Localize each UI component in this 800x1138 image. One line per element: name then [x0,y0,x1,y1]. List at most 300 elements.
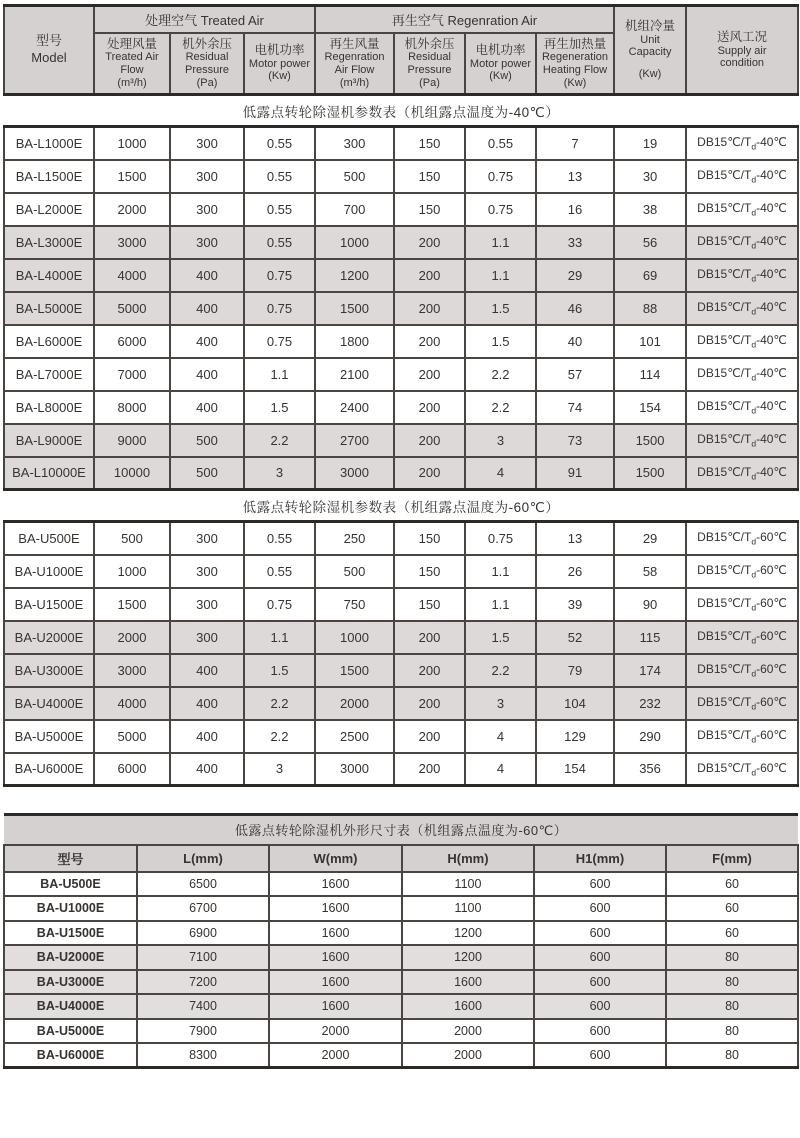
header-col-unit: (Pa) [419,76,440,89]
dimension-value-cell: 600 [534,970,666,995]
header-col-zh: 再生加热量 [543,37,607,52]
dimension-value-cell: 2000 [269,1019,402,1044]
dimension-value-cell: 600 [534,1043,666,1068]
value-cell: 150 [394,193,465,226]
value-cell: 3000 [94,226,170,259]
value-cell: 300 [170,226,244,259]
value-cell: 2.2 [244,424,315,457]
supply-subscript: d [751,602,757,613]
value-cell: 1.1 [465,588,536,621]
spec-row [4,391,798,424]
spec-row [4,226,798,259]
dimension-header-row [4,845,798,872]
supply-prefix: DB15℃/T [697,628,752,643]
value-cell: 1.5 [244,654,315,687]
supply-subscript: d [751,668,757,679]
value-cell: 39 [536,588,614,621]
spec-row [4,193,798,226]
supply-suffix: -60℃ [756,595,787,610]
supply-suffix: -40℃ [756,233,787,248]
dimension-value-cell: 600 [534,945,666,970]
dimension-table-body [4,872,798,1068]
spec-row [4,753,798,786]
value-cell: 0.75 [465,193,536,226]
header-unit-capacity-en2: Capacity [628,46,672,59]
value-cell: 2.2 [465,358,536,391]
dimension-value-cell: 6700 [137,896,269,921]
header-col-4 [315,33,394,95]
value-cell: 200 [394,226,465,259]
section-title: 低露点转轮除湿机参数表（机组露点温度为-60℃） [4,490,798,522]
value-cell: 1000 [94,127,170,160]
model-cell: BA-U5000E [4,1019,137,1044]
supply-suffix: -40℃ [756,332,787,347]
supply-subscript: d [751,734,757,745]
header-col-en: Residual Pressure [184,51,230,77]
dimension-value-cell: 1200 [402,921,534,946]
value-cell: 7 [536,127,614,160]
supply-subscript: d [751,372,757,383]
model-cell: BA-U500E [4,872,137,897]
value-cell: 33 [536,226,614,259]
value-cell: 0.55 [244,127,315,160]
spec-row [4,160,798,193]
value-cell: 90 [614,588,686,621]
header-col-1 [94,33,170,95]
header-supply-zh: 送风工况 [717,30,768,45]
value-cell: 0.75 [244,259,315,292]
supply-suffix: -40℃ [756,431,787,446]
value-cell: 1800 [315,325,394,358]
supply-condition-cell [686,654,798,687]
model-cell: BA-U1500E [4,921,137,946]
dimension-value-cell: 7900 [137,1019,269,1044]
spec-row [4,522,798,555]
value-cell: 3 [244,753,315,786]
value-cell: 2.2 [244,720,315,753]
dimension-value-cell: 600 [534,872,666,897]
dimension-value-cell: 80 [666,994,798,1019]
value-cell: 200 [394,358,465,391]
spec-row [4,555,798,588]
supply-suffix: -40℃ [756,167,787,182]
header-col-zh: 机外余压 [181,37,232,52]
value-cell: 200 [394,424,465,457]
model-cell: BA-U500E [4,522,94,555]
dimension-row [4,945,798,970]
value-cell: 1.5 [465,325,536,358]
value-cell: 1500 [315,654,394,687]
header-col-unit: (m³/h) [339,76,370,89]
supply-condition-cell [686,621,798,654]
model-cell: BA-U5000E [4,720,94,753]
model-cell: BA-L10000E [4,457,94,490]
dim-header-fmm: F(mm) [666,845,798,872]
supply-prefix: DB15℃/T [697,464,752,479]
header-col-en: Motor power [248,57,311,70]
value-cell: 19 [614,127,686,160]
header-col-2 [170,33,244,95]
supply-prefix: DB15℃/T [697,266,752,281]
header-col-7 [536,33,614,95]
dimension-value-cell: 80 [666,970,798,995]
value-cell: 300 [315,127,394,160]
value-cell: 1000 [315,621,394,654]
value-cell: 200 [394,621,465,654]
dimension-value-cell: 80 [666,1019,798,1044]
value-cell: 29 [614,522,686,555]
value-cell: 13 [536,160,614,193]
supply-suffix: -40℃ [756,200,787,215]
dimension-value-cell: 1600 [402,970,534,995]
supply-prefix: DB15℃/T [697,332,752,347]
section-title: 低露点转轮除湿机参数表（机组露点温度为-40℃） [4,95,798,127]
header-supply-condition [686,6,798,95]
value-cell: 56 [614,226,686,259]
dimension-value-cell: 6500 [137,872,269,897]
dimension-value-cell: 6900 [137,921,269,946]
value-cell: 250 [315,522,394,555]
model-cell: BA-U4000E [4,687,94,720]
dimension-row [4,970,798,995]
header-col-6 [465,33,536,95]
value-cell: 29 [536,259,614,292]
dimension-value-cell: 1600 [269,896,402,921]
value-cell: 0.55 [244,160,315,193]
dimension-row [4,872,798,897]
supply-suffix: -40℃ [756,365,787,380]
model-cell: BA-L2000E [4,193,94,226]
supply-condition-cell [686,391,798,424]
dimension-value-cell: 600 [534,921,666,946]
section-title-row [4,95,798,127]
value-cell: 200 [394,457,465,490]
value-cell: 154 [614,391,686,424]
value-cell: 500 [170,424,244,457]
supply-prefix: DB15℃/T [697,167,752,182]
header-supply-en2: condition [720,57,765,70]
value-cell: 114 [614,358,686,391]
value-cell: 1500 [94,588,170,621]
supply-subscript: d [751,635,757,646]
supply-suffix: -60℃ [756,661,787,676]
dimension-value-cell: 1600 [269,994,402,1019]
value-cell: 400 [170,325,244,358]
value-cell: 52 [536,621,614,654]
value-cell: 1.5 [244,391,315,424]
header-col-zh: 电机功率 [475,43,526,58]
header-supply-en1: Supply air [717,44,767,57]
value-cell: 200 [394,687,465,720]
model-cell: BA-L1000E [4,127,94,160]
spec-row [4,259,798,292]
header-col-zh: 机外余压 [404,37,455,52]
header-col-5 [394,33,465,95]
dimension-value-cell: 60 [666,896,798,921]
value-cell: 2000 [94,193,170,226]
value-cell: 1500 [315,292,394,325]
dimension-value-cell: 1600 [269,970,402,995]
value-cell: 6000 [94,325,170,358]
header-col-unit: (Kw) [563,76,587,89]
header-group-regeneration-air: 再生空气 Regenration Air [315,6,614,33]
dimension-value-cell: 2000 [402,1043,534,1068]
spec-row [4,621,798,654]
model-cell: BA-U1000E [4,555,94,588]
supply-condition-cell [686,457,798,490]
dim-header-model: 型号 [4,845,137,872]
supply-suffix: -40℃ [756,266,787,281]
value-cell: 1.1 [465,555,536,588]
value-cell: 1.5 [465,621,536,654]
header-col-en: Regeneration Heating Flow [541,51,609,77]
supply-suffix: -40℃ [756,398,787,413]
header-col-unit: (Kw) [489,70,512,83]
model-cell: BA-U2000E [4,621,94,654]
spec-row [4,325,798,358]
dimension-row [4,994,798,1019]
dimension-value-cell: 2000 [402,1019,534,1044]
value-cell: 3000 [94,654,170,687]
value-cell: 154 [536,753,614,786]
value-cell: 1.1 [244,358,315,391]
spec-row [4,292,798,325]
dimension-value-cell: 80 [666,1043,798,1068]
supply-prefix: DB15℃/T [697,365,752,380]
value-cell: 3 [244,457,315,490]
value-cell: 300 [170,555,244,588]
value-cell: 150 [394,555,465,588]
supply-subscript: d [751,405,757,416]
value-cell: 150 [394,160,465,193]
value-cell: 400 [170,720,244,753]
value-cell: 5000 [94,720,170,753]
value-cell: 0.55 [244,555,315,588]
dimension-table-header [4,815,798,872]
value-cell: 129 [536,720,614,753]
value-cell: 2.2 [465,654,536,687]
value-cell: 750 [315,588,394,621]
supply-condition-cell [686,555,798,588]
value-cell: 500 [170,457,244,490]
header-model-zh: 型号 [35,33,62,49]
value-cell: 1500 [614,457,686,490]
model-cell: BA-L1500E [4,160,94,193]
model-cell: BA-U1500E [4,588,94,621]
dimension-value-cell: 7200 [137,970,269,995]
value-cell: 16 [536,193,614,226]
value-cell: 356 [614,753,686,786]
model-cell: BA-U3000E [4,654,94,687]
supply-condition-cell [686,325,798,358]
value-cell: 7000 [94,358,170,391]
value-cell: 0.55 [244,193,315,226]
supply-subscript: d [751,766,757,777]
supply-prefix: DB15℃/T [697,398,752,413]
dimension-title-row [4,815,798,845]
model-cell: BA-U1000E [4,896,137,921]
spec-row [4,457,798,490]
supply-prefix: DB15℃/T [697,727,752,742]
value-cell: 26 [536,555,614,588]
header-col-en: Motor power [469,57,532,70]
value-cell: 1.1 [244,621,315,654]
header-col-en: Treated Air Flow [105,51,159,77]
supply-prefix: DB15℃/T [697,562,752,577]
value-cell: 2000 [315,687,394,720]
spec-row [4,720,798,753]
section-title-row [4,490,798,522]
supply-subscript: d [751,339,757,350]
supply-suffix: -60℃ [756,694,787,709]
dimension-table-title: 低露点转轮除湿机外形尺寸表（机组露点温度为-60℃） [4,815,798,845]
supply-subscript: d [751,240,757,251]
supply-prefix: DB15℃/T [697,431,752,446]
supply-condition-cell [686,259,798,292]
supply-condition-cell [686,588,798,621]
dimension-value-cell: 1600 [269,945,402,970]
dimension-row [4,921,798,946]
header-unit-capacity-zh: 机组冷量 [625,19,676,34]
value-cell: 2.2 [465,391,536,424]
spec-row [4,654,798,687]
supply-condition-cell [686,720,798,753]
supply-condition-cell [686,160,798,193]
value-cell: 200 [394,720,465,753]
supply-condition-cell [686,424,798,457]
value-cell: 400 [170,687,244,720]
value-cell: 1.1 [465,259,536,292]
value-cell: 69 [614,259,686,292]
supply-prefix: DB15℃/T [697,299,752,314]
value-cell: 150 [394,127,465,160]
model-cell: BA-U6000E [4,753,94,786]
value-cell: 38 [614,193,686,226]
header-col-zh: 电机功率 [254,43,305,58]
model-cell: BA-U6000E [4,1043,137,1068]
value-cell: 101 [614,325,686,358]
value-cell: 400 [170,292,244,325]
spec-row [4,687,798,720]
model-cell: BA-L3000E [4,226,94,259]
value-cell: 500 [315,555,394,588]
model-cell: BA-L9000E [4,424,94,457]
spec-table-body [4,95,798,786]
supply-subscript: d [751,306,757,317]
value-cell: 0.55 [244,226,315,259]
value-cell: 4000 [94,259,170,292]
value-cell: 300 [170,127,244,160]
model-cell: BA-U2000E [4,945,137,970]
header-col-3 [244,33,315,95]
supply-condition-cell [686,358,798,391]
value-cell: 2000 [94,621,170,654]
value-cell: 174 [614,654,686,687]
supply-prefix: DB15℃/T [697,233,752,248]
supply-subscript: d [751,141,757,152]
spec-row [4,358,798,391]
spec-row [4,588,798,621]
model-cell: BA-L8000E [4,391,94,424]
supply-condition-cell [686,127,798,160]
spec-row [4,127,798,160]
supply-suffix: -60℃ [756,628,787,643]
value-cell: 700 [315,193,394,226]
value-cell: 0.75 [244,588,315,621]
value-cell: 2400 [315,391,394,424]
value-cell: 400 [170,654,244,687]
supply-condition-cell [686,522,798,555]
supply-prefix: DB15℃/T [697,760,752,775]
value-cell: 1500 [94,160,170,193]
model-cell: BA-L7000E [4,358,94,391]
value-cell: 0.75 [465,160,536,193]
value-cell: 1200 [315,259,394,292]
value-cell: 2.2 [244,687,315,720]
value-cell: 500 [94,522,170,555]
value-cell: 150 [394,522,465,555]
header-col-zh: 再生风量 [329,37,380,52]
value-cell: 200 [394,753,465,786]
dim-header-wmm: W(mm) [269,845,402,872]
supply-suffix: -40℃ [756,135,787,150]
supply-suffix: -60℃ [756,562,787,577]
supply-condition-cell [686,687,798,720]
model-cell: BA-L5000E [4,292,94,325]
value-cell: 3 [465,687,536,720]
spec-table-header [4,6,798,95]
supply-prefix: DB15℃/T [697,661,752,676]
header-unit-capacity-unit: (Kw) [638,68,662,80]
dimension-value-cell: 1100 [402,896,534,921]
model-cell: BA-L6000E [4,325,94,358]
dimension-value-cell: 60 [666,921,798,946]
value-cell: 1000 [94,555,170,588]
supply-suffix: -60℃ [756,727,787,742]
value-cell: 3000 [315,457,394,490]
supply-subscript: d [751,207,757,218]
value-cell: 91 [536,457,614,490]
value-cell: 2500 [315,720,394,753]
value-cell: 400 [170,391,244,424]
value-cell: 300 [170,160,244,193]
spec-row [4,424,798,457]
value-cell: 2700 [315,424,394,457]
value-cell: 115 [614,621,686,654]
dimension-table [3,813,799,1069]
dimension-value-cell: 600 [534,896,666,921]
value-cell: 200 [394,259,465,292]
header-model [4,6,94,95]
header-unit-capacity [614,6,686,95]
value-cell: 5000 [94,292,170,325]
dimension-value-cell: 1600 [402,994,534,1019]
value-cell: 0.75 [244,325,315,358]
value-cell: 0.55 [465,127,536,160]
value-cell: 200 [394,325,465,358]
value-cell: 88 [614,292,686,325]
header-col-zh: 处理风量 [106,37,157,52]
model-cell: BA-U3000E [4,970,137,995]
supply-subscript: d [751,438,757,449]
dimension-value-cell: 60 [666,872,798,897]
value-cell: 0.75 [244,292,315,325]
value-cell: 500 [315,160,394,193]
value-cell: 1500 [614,424,686,457]
dimension-row [4,1043,798,1068]
dimension-value-cell: 600 [534,994,666,1019]
supply-suffix: -60℃ [756,760,787,775]
